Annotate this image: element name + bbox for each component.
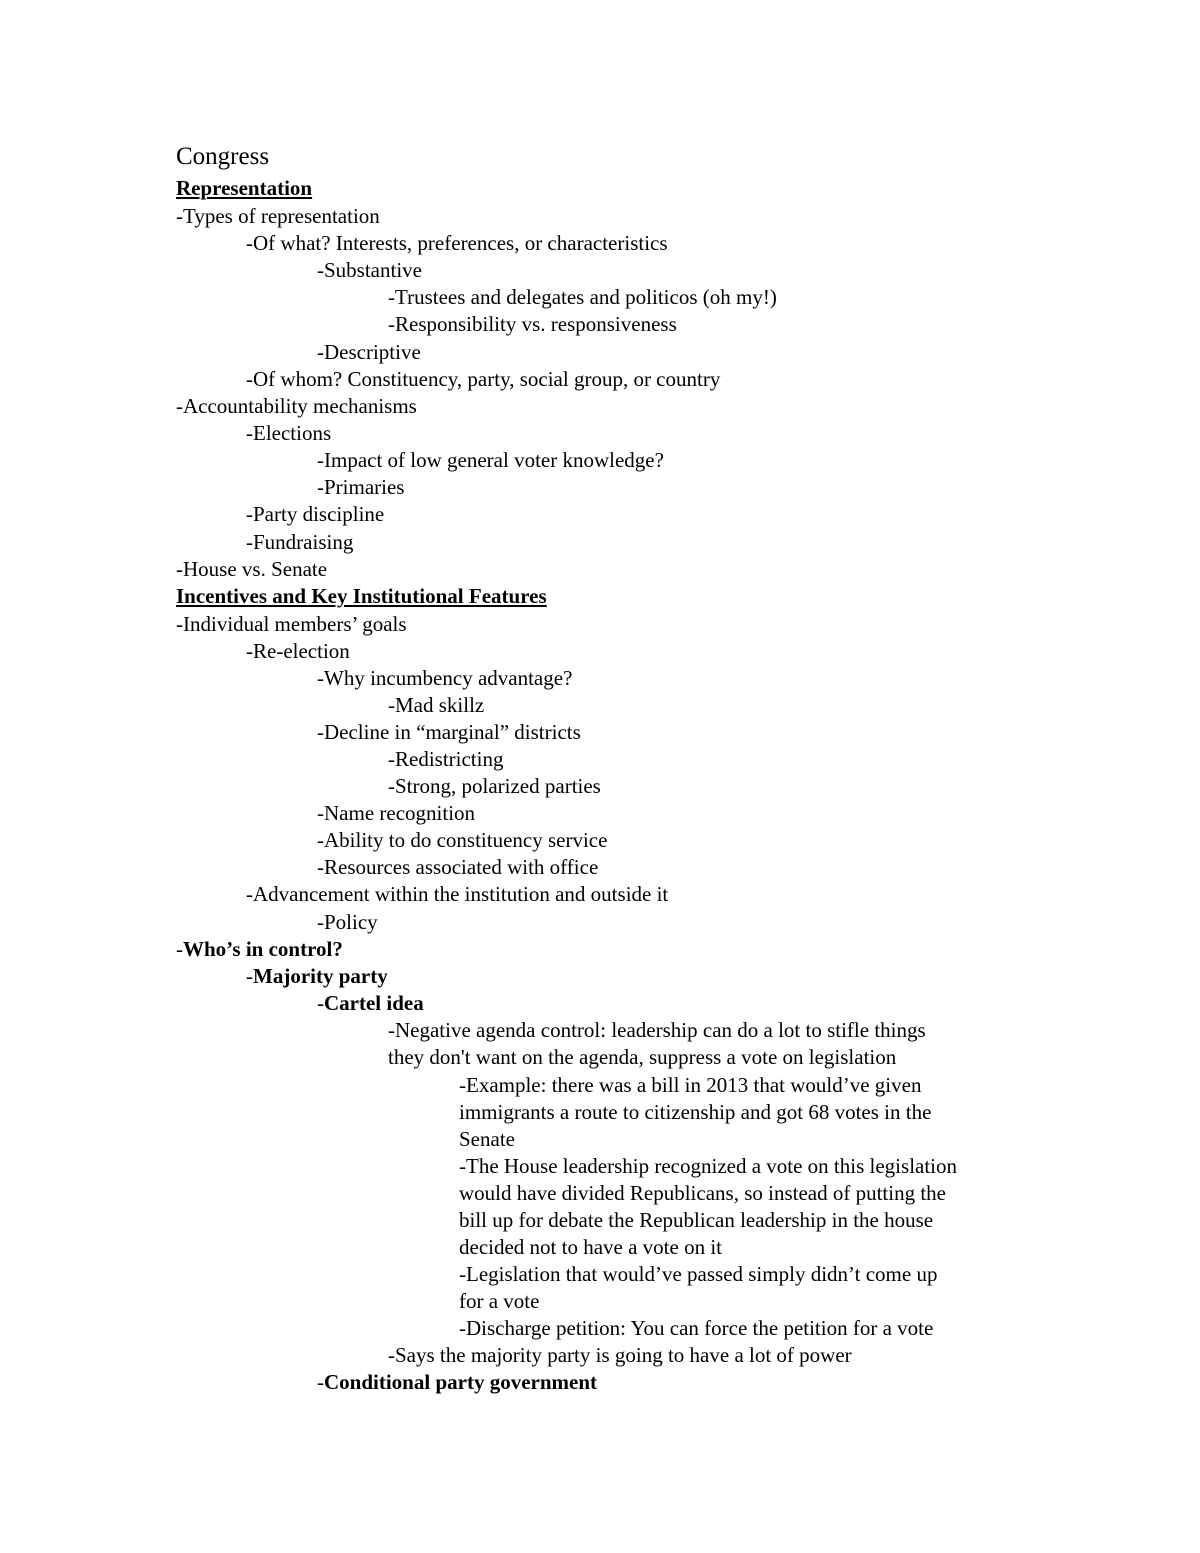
outline-item: -Ability to do constituency service: [317, 828, 608, 852]
outline-item: -Says the majority party is going to have a lot of power: [388, 1343, 852, 1367]
outline-item: -Responsibility vs. responsiveness: [388, 312, 677, 336]
outline-item: -Advancement within the institution and outside it: [246, 882, 669, 906]
dash: -: [176, 937, 183, 961]
dash: -: [317, 1370, 324, 1394]
outline-item: -Accountability mechanisms: [176, 394, 417, 418]
outline-item: -Negative agenda control: leadership can do a lot to stifle things: [388, 1018, 926, 1042]
outline-item: -Mad skillz: [388, 693, 485, 717]
outline-item: decided not to have a vote on it: [459, 1235, 723, 1259]
outline-item: bill up for debate the Republican leadership in the house: [459, 1208, 934, 1232]
outline-item: would have divided Republicans, so instead of putting the: [459, 1181, 946, 1205]
outline-item-cartel-idea: [317, 990, 424, 1017]
outline-item: -Redistricting: [388, 747, 504, 771]
outline-item: -Trustees and delegates and politicos (oh my!): [388, 285, 777, 309]
bold-text: Conditional party government: [324, 1370, 597, 1394]
outline-item: -The House leadership recognized a vote on this legislation: [459, 1154, 958, 1178]
outline-item: -Name recognition: [317, 801, 476, 825]
bold-text: Majority party: [253, 964, 388, 988]
outline-item: for a vote: [459, 1289, 540, 1313]
outline-item: -Fundraising: [246, 530, 354, 554]
outline-item-majority-party: [246, 963, 388, 990]
outline-item: -Substantive: [317, 258, 422, 282]
outline-item: they don't want on the agenda, suppress a vote on legislation: [388, 1045, 897, 1069]
outline-item: -Party discipline: [246, 502, 385, 526]
section-heading-incentives: Incentives and Key Institutional Features: [176, 584, 547, 608]
section-heading-representation: Representation: [176, 176, 313, 200]
outline-item: -Legislation that would’ve passed simply didn’t come up: [459, 1262, 938, 1286]
outline-item: -Re-election: [246, 639, 350, 663]
outline-item: -Impact of low general voter knowledge?: [317, 448, 664, 472]
outline-item: -Of whom? Constituency, party, social group, or country: [246, 367, 721, 391]
bold-text: Who’s in control?: [183, 937, 343, 961]
outline-item-conditional-party-government: [317, 1369, 597, 1396]
outline-item: Senate: [459, 1127, 515, 1151]
outline-item: -Individual members’ goals: [176, 612, 407, 636]
outline-item-whos-in-control: [176, 936, 343, 963]
outline-item: -Resources associated with office: [317, 855, 599, 879]
outline-item: -Descriptive: [317, 340, 421, 364]
outline-item: -Types of representation: [176, 204, 380, 228]
outline-item: immigrants a route to citizenship and got 68 votes in the: [459, 1100, 932, 1124]
outline-item: -House vs. Senate: [176, 557, 328, 581]
page-title: Congress: [176, 143, 270, 170]
outline-item: -Strong, polarized parties: [388, 774, 601, 798]
outline-item: -Policy: [317, 910, 378, 934]
outline-item: -Primaries: [317, 475, 405, 499]
outline-item: -Of what? Interests, preferences, or characteristics: [246, 231, 668, 255]
dash: -: [246, 964, 253, 988]
dash: -: [317, 991, 324, 1015]
outline-item: -Elections: [246, 421, 332, 445]
outline-item: -Why incumbency advantage?: [317, 666, 573, 690]
bold-text: Cartel idea: [324, 991, 424, 1015]
outline-item: -Discharge petition: You can force the petition for a vote: [459, 1316, 934, 1340]
outline-item: -Example: there was a bill in 2013 that would’ve given: [459, 1073, 922, 1097]
outline-item: -Decline in “marginal” districts: [317, 720, 581, 744]
